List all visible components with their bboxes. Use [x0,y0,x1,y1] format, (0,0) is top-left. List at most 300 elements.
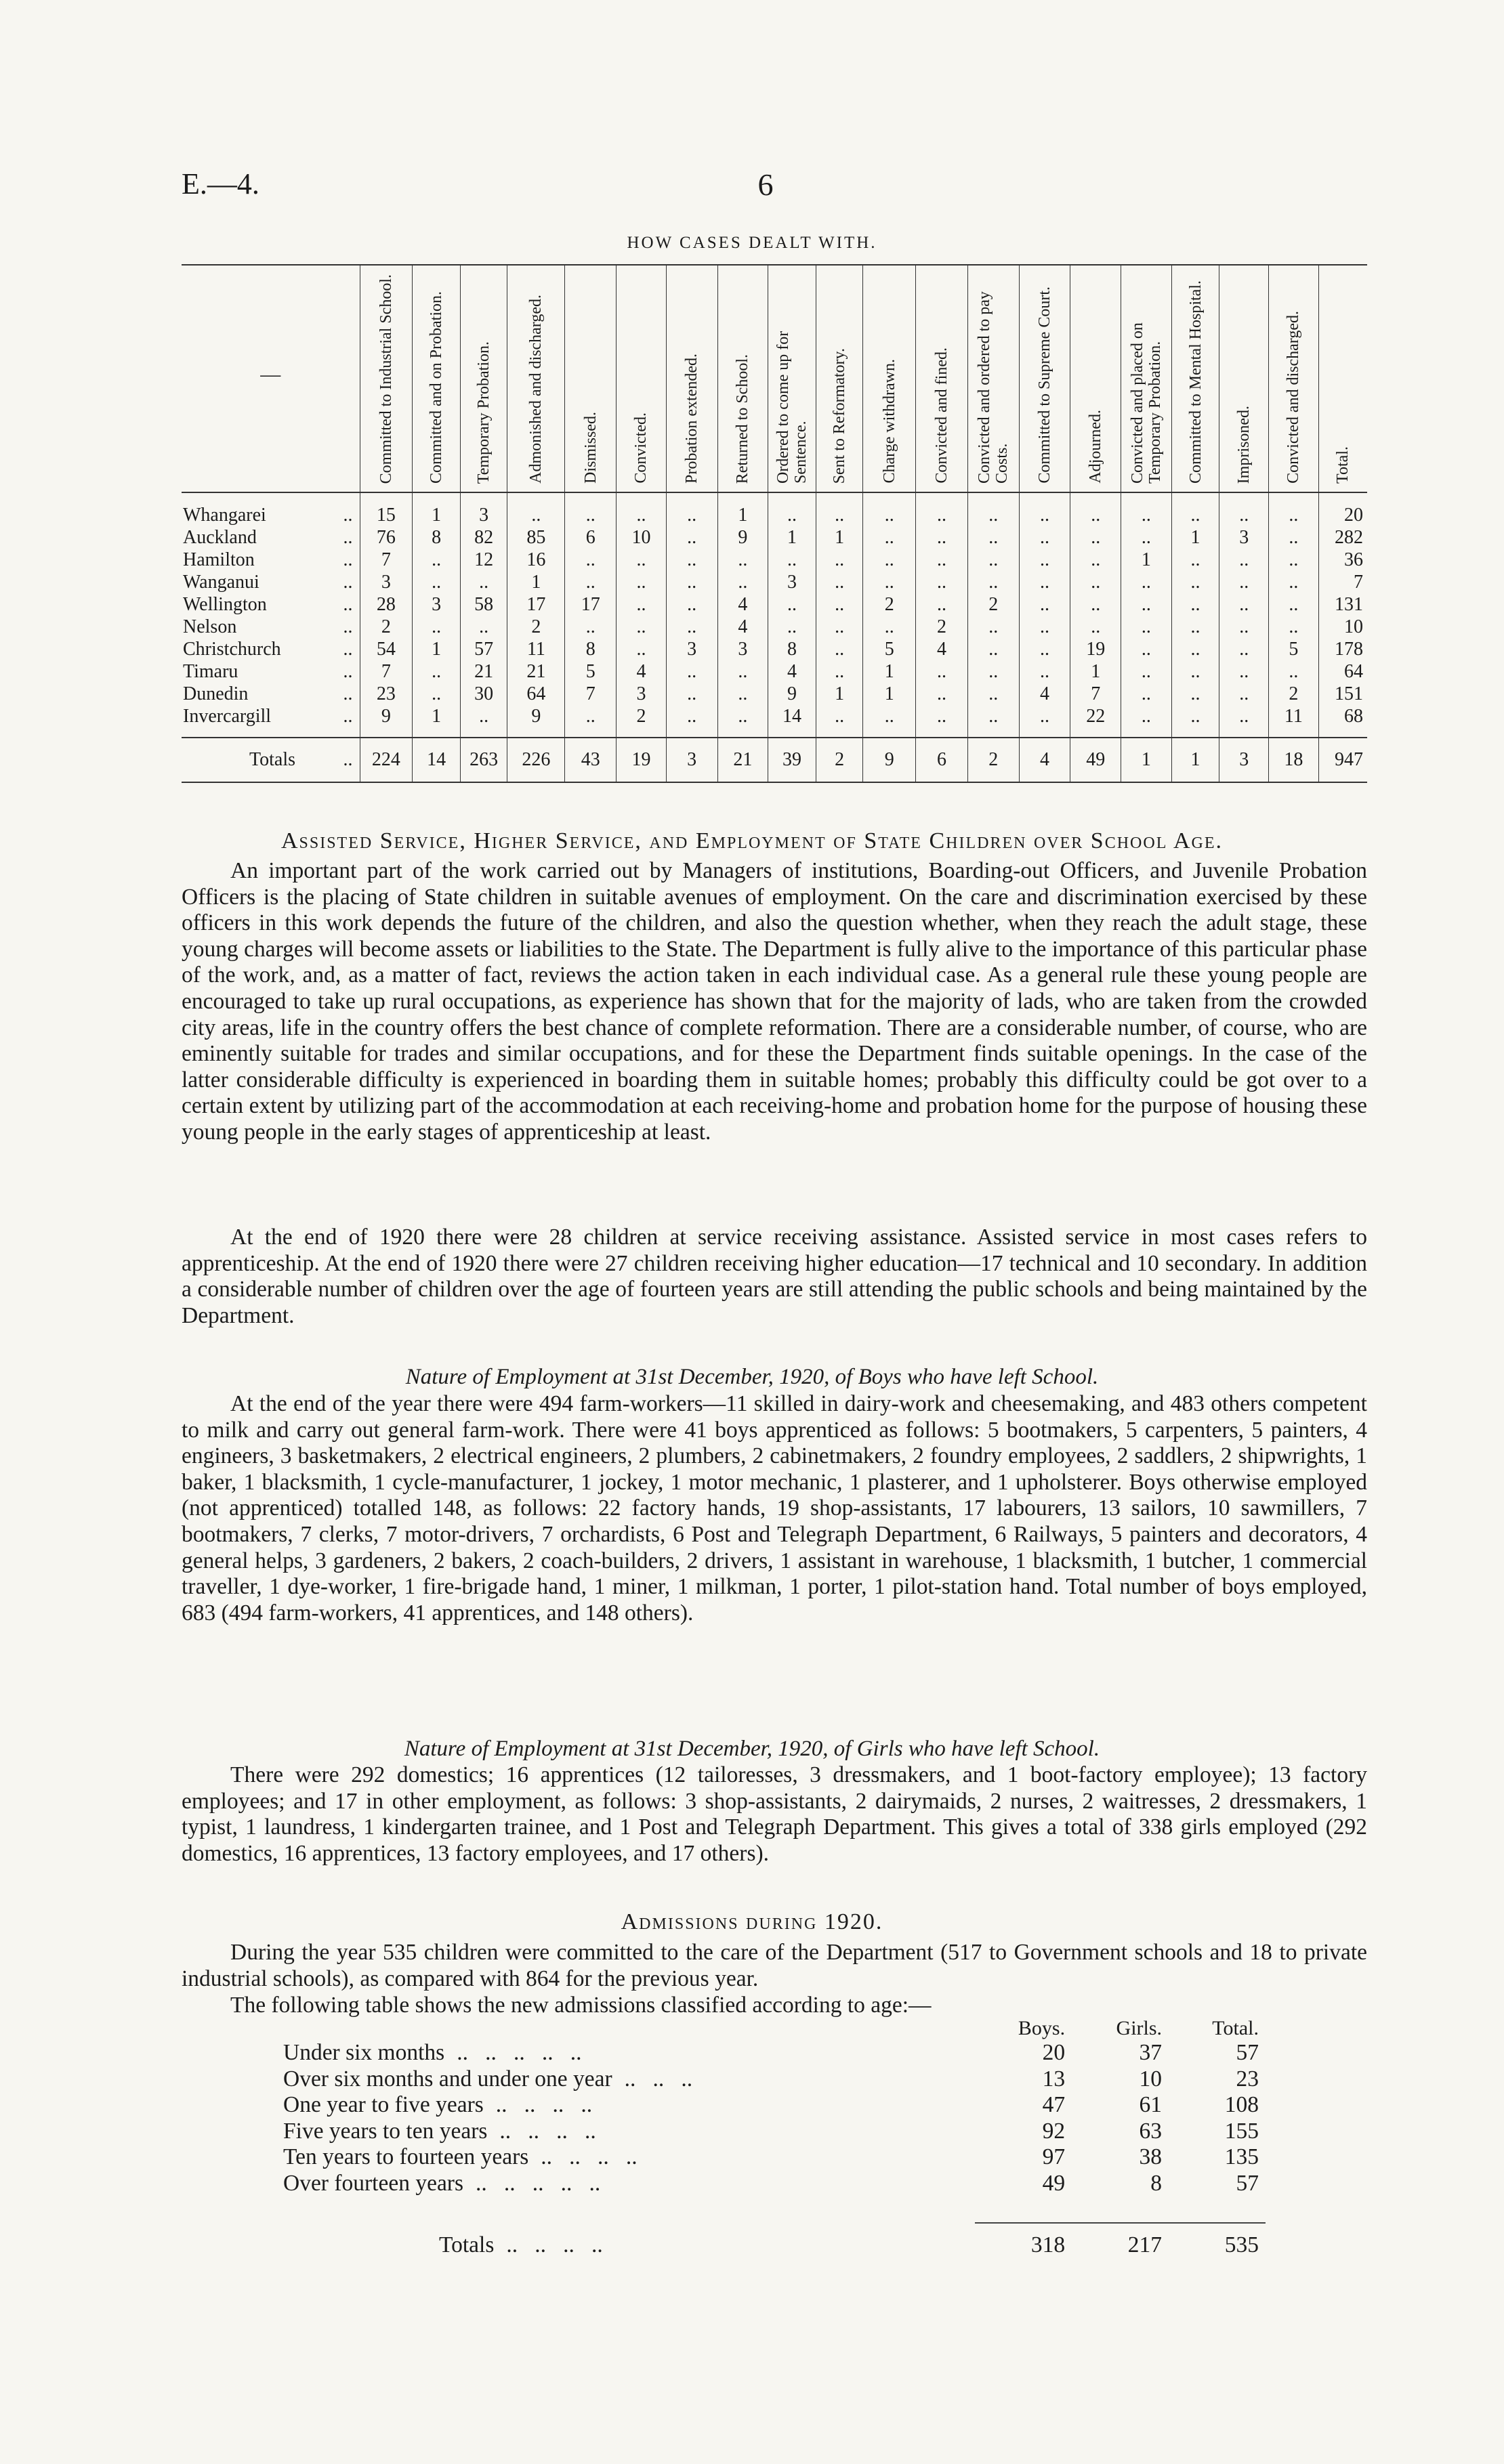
cases-cell: .. [967,571,1019,593]
cases-column-header-label: Total. [1334,446,1352,484]
admissions-col-boys: Boys. [1018,2017,1066,2039]
cases-cell: 2 [1269,683,1319,705]
cases-cell: 11 [507,638,565,660]
cases-cell: 1 [863,683,916,705]
admissions-total-cell: 155 [1224,2118,1259,2144]
cases-cell: .. [768,492,816,526]
cases-cell: .. [1171,616,1219,638]
cases-cell: .. [1121,593,1172,616]
cases-cell: .. [666,549,717,571]
leader-dots: .. [343,594,353,615]
cases-cell: 4 [1019,683,1070,705]
cases-cell: .. [1219,492,1269,526]
admissions-row-label: Over six months and under one year [283,2066,612,2091]
cases-cell: .. [1219,638,1269,660]
cases-column-header [1121,265,1172,492]
admissions-table-row [283,2171,1266,2197]
cases-cell: .. [1121,683,1172,705]
admissions-total-cell: 23 [1236,2066,1259,2091]
cases-cell: .. [863,571,916,593]
cases-cell: .. [565,492,617,526]
cases-cell: .. [460,705,507,738]
admissions-heading: Admissions during 1920. [621,1909,883,1934]
cases-cell: .. [1171,549,1219,571]
cases-cell: .. [916,549,968,571]
cases-row-label: Hamilton [183,549,255,570]
admissions-row-label: Over fourteen years [283,2170,464,2196]
cases-cell: .. [1269,616,1319,638]
admissions-boys-cell: 47 [1042,2092,1066,2118]
leader-dots: .. [343,639,353,660]
cases-cell: .. [1121,616,1172,638]
cases-cell: .. [617,571,667,593]
cases-cell: .. [617,492,667,526]
cases-cell: 9 [717,526,768,549]
cases-cell: 4 [717,616,768,638]
admissions-row-label: Five years to ten years [283,2118,488,2144]
cases-cell: .. [768,549,816,571]
cases-cell: 7 [565,683,617,705]
cases-cell: .. [1269,526,1319,549]
page-id: E.—4. [182,167,259,200]
cases-table-row [182,549,1367,571]
cases-cell: 5 [1269,638,1319,660]
cases-cell: .. [1070,616,1121,638]
cases-row-label: Timaru [183,661,238,682]
cases-cell: 1 [717,492,768,526]
cases-cell: 2 [863,593,916,616]
cases-cell: .. [460,616,507,638]
cases-column-header-label: Committed and on Probation. [427,291,446,484]
cases-cell: .. [1219,593,1269,616]
admissions-total-cell: 57 [1236,2040,1259,2065]
cases-cell: 3 [666,738,717,782]
cases-column-header [1318,265,1367,492]
cases-row-label: Wellington [183,594,267,615]
cases-table-row [182,526,1367,549]
cases-column-header [460,265,507,492]
cases-cell: 1 [1121,549,1172,571]
admissions-boys-cell: 97 [1042,2144,1066,2170]
assisted-paragraph-1: An important part of the work carried out by Managers of institutions, Boarding-out Officers, and Juvenile Probation Officers is the placing of State children in suitable avenues of employment. On the care and discrimination exercised by these officers in this work depends the future of the children, and also the question whether, when they reach the adult stage, these young charges will become assets or liabilities to the State. The Department is fully alive to the importance of this particular phase of the work, and, as a matter of fact, reviews the action taken in each individual case. As a general rule these young people are encouraged to take up rural occupations, as experience has shown that for the majority of lads, who are taken from the crowded city areas, life in the country offers the best chance of complete reformation. There are a considerable number, of course, who are eminently suitable for trades and similar occupations, and for these the Department finds suitable openings. In the case of the latter considerable difficulty is experienced in boarding them in suitable homes; probably this difficulty could be got over to a certain extent by utilizing part of the accommodation at each receiving-home and probation home for the purpose of housing these young people in the early stages of apprenticeship at least. [182,858,1367,1145]
cases-cell: 224 [360,738,413,782]
cases-cell: 39 [768,738,816,782]
cases-cell: .. [1269,571,1319,593]
cases-cell: .. [816,705,863,738]
admissions-girls-cell: 37 [1139,2040,1163,2065]
cases-cell: 1 [1171,738,1219,782]
cases-cell: .. [666,705,717,738]
cases-cell: .. [460,571,507,593]
cases-cell: .. [617,638,667,660]
admissions-row-label: Under six months [283,2040,445,2065]
cases-column-header [863,265,916,492]
cases-cell: 2 [967,593,1019,616]
cases-cell: 263 [460,738,507,782]
admissions-boys-cell: 20 [1042,2040,1066,2065]
cases-cell: .. [1219,683,1269,705]
cases-cell: .. [1171,638,1219,660]
cases-cell: 9 [360,705,413,738]
cases-cell: 3 [617,683,667,705]
cases-column-header [360,265,413,492]
cases-cell: 178 [1318,638,1367,660]
cases-cell: 19 [617,738,667,782]
admissions-table-body [283,2040,1266,2267]
cases-cell: .. [717,549,768,571]
cases-cell: .. [816,593,863,616]
admissions-sum-rule [283,2197,1266,2224]
cases-cell: .. [666,593,717,616]
cases-column-header [967,265,1019,492]
cases-cell: 14 [413,738,461,782]
admissions-totals-row [283,2223,1266,2267]
cases-cell: .. [967,549,1019,571]
cases-column-header-label: Charge withdrawn. [880,359,898,484]
cases-cell: .. [916,571,968,593]
cases-column-header-label: Committed to Industrial School. [377,274,395,484]
assisted-paragraph-2: At the end of 1920 there were 28 children at service receiving assistance. Assisted service in most cases refers to apprenticeship. At the end of 1920 there were 27 children receiving higher education—17 technical and 10 secondary. In addition a considerable number of children over the age of fourteen years are still attending the public schools and being maintained by the Department. [182,1225,1367,1328]
cases-column-header [816,265,863,492]
cases-row-label: Wanganui [183,572,259,593]
leader-dots: .. [343,706,353,727]
admissions-row-label: Totals [439,2232,495,2257]
girls-employment-paragraph: There were 292 domestics; 16 apprentices (12 tailoresses, 3 dressmakers, and 1 boot-factory employee); 13 factory employees; and 17 in other employment, as follows: 3 shop-assistants, 2 dairymaids, 2 nurses, 2 waitresses, 2 dressmakers, 1 typist, 1 laundress, 1 kindergarten trainee, and 1 Post and Telegraph Department. This gives a total of 338 girls employed (292 domestics, 16 apprentices, 13 factory employees, and 17 others). [182,1762,1367,1866]
cases-column-header [916,265,968,492]
cases-column-header [1171,265,1219,492]
cases-cell: .. [1019,571,1070,593]
cases-cell: .. [413,660,461,683]
cases-cell: .. [1121,526,1172,549]
admissions-table-row [283,2092,1266,2119]
cases-column-header [617,265,667,492]
cases-column-header [1269,265,1319,492]
cases-column-header-label: Convicted. [632,412,650,484]
cases-cell: .. [916,526,968,549]
cases-cell: .. [666,616,717,638]
cases-cell: 1 [816,683,863,705]
admissions-table-row [283,2119,1266,2145]
leader-dots: .. [343,749,353,770]
cases-table-row [182,593,1367,616]
cases-cell: 1 [413,638,461,660]
cases-cell: .. [863,492,916,526]
leader-dots: .. [343,549,353,570]
cases-cell: 3 [360,571,413,593]
page-number: 6 [757,167,774,202]
cases-cell: 5 [863,638,916,660]
admissions-boys-cell: 92 [1042,2118,1066,2144]
cases-cell: 1 [507,571,565,593]
cases-cell: 9 [863,738,916,782]
admissions-girls-cell: 8 [1150,2170,1163,2196]
cases-cell: 7 [360,660,413,683]
cases-cell: .. [916,593,968,616]
cases-table-title: HOW CASES DEALT WITH. [627,234,877,252]
cases-cell: .. [666,492,717,526]
leader-dots: .. .. .. .. [541,2144,638,2170]
boys-employment-paragraph: At the end of the year there were 494 farm-workers—11 skilled in dairy-work and cheesemaking, and 483 others competent to milk and carry out general farm-work. There were 41 boys apprenticed as follows: 5 bootmakers, 5 carpenters, 5 painters, 4 engineers, 3 basketmakers, 2 electrical engineers, 2 plumbers, 2 cabinetmakers, 2 foundry employees, 2 saddlers, 2 shipwrights, 1 baker, 1 blacksmith, 1 cycle-manufacturer, 1 jockey, 1 motor mechanic, 1 plasterer, and 1 upholsterer. Boys otherwise employed (not apprenticed) totalled 148, as follows: 22 factory hands, 19 shop-assistants, 17 labourers, 13 sailors, 10 sawmillers, 7 bootmakers, 7 clerks, 7 motor-drivers, 7 orchardists, 6 Post and Telegraph Department, 6 Railways, 5 painters and decorators, 4 general helps, 3 gardeners, 2 bakers, 2 coach-builders, 2 drivers, 1 assistant in warehouse, 1 blacksmith, 1 butcher, 1 commercial traveller, 1 dye-worker, 1 fire-brigade hand, 1 miner, 1 milkman, 1 porter, 1 pilot-station hand. Total number of boys employed, 683 (494 farm-workers, 41 apprentices, and 148 others). [182,1391,1367,1626]
cases-cell: 49 [1070,738,1121,782]
cases-cell: .. [717,660,768,683]
admissions-girls-cell: 217 [1127,2232,1163,2258]
cases-column-header [768,265,816,492]
cases-cell: 3 [768,571,816,593]
leader-dots: .. .. .. .. [495,2092,593,2118]
cases-cell: 7 [1070,683,1121,705]
cases-cell: .. [967,660,1019,683]
cases-cell: .. [1269,660,1319,683]
leader-dots: .. .. .. .. [499,2118,596,2144]
cases-cell: 21 [717,738,768,782]
cases-column-header-label: Committed to Mental Hospital. [1186,280,1205,484]
cases-cell: .. [1219,549,1269,571]
admissions-row-label: One year to five years [283,2092,484,2118]
cases-cell: .. [768,616,816,638]
cases-cell: 20 [1318,492,1367,526]
cases-table-row [182,638,1367,660]
leader-dots: .. .. .. .. [506,2232,603,2257]
cases-cell: 11 [1269,705,1319,738]
cases-cell: .. [816,549,863,571]
cases-cell: 10 [617,526,667,549]
cases-column-header [565,265,617,492]
cases-column-header-label: Convicted and ordered to pay Costs. [976,291,1011,484]
cases-cell: .. [617,549,667,571]
cases-cell: 1 [1070,660,1121,683]
leader-dots: .. [343,572,353,593]
cases-cell: 64 [507,683,565,705]
cases-cell: .. [1070,492,1121,526]
cases-cell: 19 [1070,638,1121,660]
cases-cell: 1 [768,526,816,549]
cases-row-label: Invercargill [183,706,272,727]
admissions-boys-cell: 49 [1042,2170,1066,2196]
cases-cell: .. [967,683,1019,705]
cases-cell: 16 [507,549,565,571]
cases-column-header [666,265,717,492]
cases-cell: .. [1019,660,1070,683]
cases-cell: .. [967,638,1019,660]
leader-dots: .. [343,527,353,548]
cases-cell: 12 [460,549,507,571]
cases-cell: .. [717,705,768,738]
cases-cell: .. [863,705,916,738]
cases-cell: 131 [1318,593,1367,616]
cases-cell: 8 [413,526,461,549]
cases-table-row [182,660,1367,683]
cases-cell: .. [1171,571,1219,593]
cases-cell: .. [617,593,667,616]
cases-cell: .. [413,616,461,638]
cases-stub-header: — [182,265,360,492]
cases-cell: .. [967,616,1019,638]
cases-cell: 22 [1070,705,1121,738]
cases-cell: 9 [768,683,816,705]
cases-cell: .. [816,616,863,638]
cases-row-label: Christchurch [183,639,281,660]
admissions-boys-cell: 13 [1042,2066,1066,2091]
admissions-girls-cell: 38 [1139,2144,1163,2170]
cases-header-row [182,265,1367,492]
cases-cell: .. [1269,492,1319,526]
cases-table-header [182,265,1367,492]
cases-cell: .. [1171,660,1219,683]
cases-cell: 4 [717,593,768,616]
cases-cell: .. [565,705,617,738]
cases-cell: .. [916,660,968,683]
cases-cell: .. [717,571,768,593]
cases-cell: .. [916,683,968,705]
admissions-total-cell: 57 [1236,2170,1259,2196]
cases-column-header-label: Imprisoned. [1235,405,1253,484]
cases-cell: 21 [460,660,507,683]
cases-cell: 23 [360,683,413,705]
cases-cell: .. [1269,549,1319,571]
cases-column-header-label: Ordered to come up for Sentence. [774,331,810,484]
cases-column-header [507,265,565,492]
cases-cell: 6 [916,738,968,782]
cases-cell: .. [1219,660,1269,683]
admissions-total-cell: 108 [1224,2092,1259,2118]
cases-column-header-label: Convicted and placed on Temporary Probation. [1128,322,1164,484]
cases-cell: 226 [507,738,565,782]
cases-cell: 8 [768,638,816,660]
admissions-girls-cell: 61 [1139,2092,1163,2118]
cases-cell: 17 [565,593,617,616]
admissions-paragraph-1: During the year 535 children were committed to the care of the Department (517 to Government schools and 18 to private industrial schools), as compared with 864 for the previous year. [182,1940,1367,1991]
cases-table-row [182,705,1367,738]
cases-cell: 1 [863,660,916,683]
cases-cell: .. [1121,492,1172,526]
admissions-girls-cell: 63 [1139,2118,1163,2144]
leader-dots: .. .. .. [624,2066,693,2091]
cases-cell: .. [967,705,1019,738]
cases-cell: .. [1219,705,1269,738]
cases-cell: .. [863,616,916,638]
cases-cell: 2 [967,738,1019,782]
cases-cell: .. [967,492,1019,526]
cases-cell: 7 [1318,571,1367,593]
admissions-boys-cell: 318 [1030,2232,1066,2258]
cases-table-row [182,683,1367,705]
cases-cell: 2 [916,616,968,638]
cases-cell: .. [666,683,717,705]
cases-cell: .. [1019,526,1070,549]
cases-column-header-label: Sent to Reformatory. [831,347,849,484]
cases-column-header-label: Returned to School. [734,354,752,484]
cases-cell: .. [1070,526,1121,549]
cases-cell: .. [768,593,816,616]
admissions-table [283,2017,1266,2267]
cases-cell: .. [916,492,968,526]
cases-cell: .. [1019,492,1070,526]
cases-column-header-label: Convicted and discharged. [1284,311,1303,484]
admissions-girls-cell: 10 [1139,2066,1163,2091]
cases-cell: 7 [360,549,413,571]
cases-row-label: Dunedin [183,683,249,704]
leader-dots: .. .. .. .. .. [457,2040,582,2065]
cases-column-header [717,265,768,492]
cases-cell: 282 [1318,526,1367,549]
cases-cell: 76 [360,526,413,549]
cases-table-body [182,492,1367,782]
cases-cell: .. [565,616,617,638]
cases-cell: .. [1019,638,1070,660]
cases-cell: 947 [1318,738,1367,782]
cases-column-header [1019,265,1070,492]
cases-cell: .. [1171,492,1219,526]
cases-column-header-label: Probation extended. [683,354,701,484]
cases-cell: 2 [360,616,413,638]
cases-cell: 2 [816,738,863,782]
admissions-total-cell: 535 [1224,2232,1259,2258]
cases-cell: 4 [916,638,968,660]
cases-cell: 3 [666,638,717,660]
girls-employment-heading: Nature of Employment at 31st December, 1920, of Girls who have left School. [404,1737,1100,1761]
cases-cell: 21 [507,660,565,683]
cases-cell: .. [816,571,863,593]
cases-cell: .. [916,705,968,738]
cases-column-header [1070,265,1121,492]
cases-cell: .. [1019,549,1070,571]
cases-cell: .. [1019,705,1070,738]
cases-column-header-label: Committed to Supreme Court. [1035,286,1053,484]
cases-cell: 3 [1219,526,1269,549]
cases-cell: .. [1121,638,1172,660]
cases-cell: .. [1070,549,1121,571]
cases-cell: .. [565,571,617,593]
cases-cell: 18 [1269,738,1319,782]
cases-row-label: Whangarei [183,505,266,526]
cases-table-row [182,616,1367,638]
cases-table-row [182,571,1367,593]
cases-cell: 1 [413,492,461,526]
admissions-paragraph-2: The following table shows the new admissions classified according to age:— [230,1993,932,2018]
cases-cell: .. [413,683,461,705]
cases-row-label: Auckland [183,527,257,548]
cases-column-header [413,265,461,492]
cases-column-header-label: Temporary Probation. [475,341,493,484]
cases-cell: .. [1121,660,1172,683]
admissions-table-row [283,2066,1266,2093]
cases-cell: .. [1171,705,1219,738]
cases-cell: .. [967,526,1019,549]
cases-cell: 57 [460,638,507,660]
cases-cell: .. [863,526,916,549]
admissions-col-girls: Girls. [1116,2017,1163,2039]
cases-cell: 4 [768,660,816,683]
cases-cell: .. [816,660,863,683]
cases-cell: 9 [507,705,565,738]
cases-cell: .. [1171,683,1219,705]
cases-cell: 28 [360,593,413,616]
cases-cell: 64 [1318,660,1367,683]
cases-cell: 43 [565,738,617,782]
leader-dots: .. [343,661,353,682]
leader-dots: .. [343,505,353,526]
cases-cell: 85 [507,526,565,549]
cases-cell: 54 [360,638,413,660]
cases-cell: 2 [617,705,667,738]
cases-cell: 3 [460,492,507,526]
cases-cell: 3 [1219,738,1269,782]
cases-cell: .. [816,492,863,526]
cases-cell: .. [666,660,717,683]
cases-column-header-label: Dismissed. [581,411,600,484]
cases-cell: 10 [1318,616,1367,638]
cases-cell: 4 [1019,738,1070,782]
